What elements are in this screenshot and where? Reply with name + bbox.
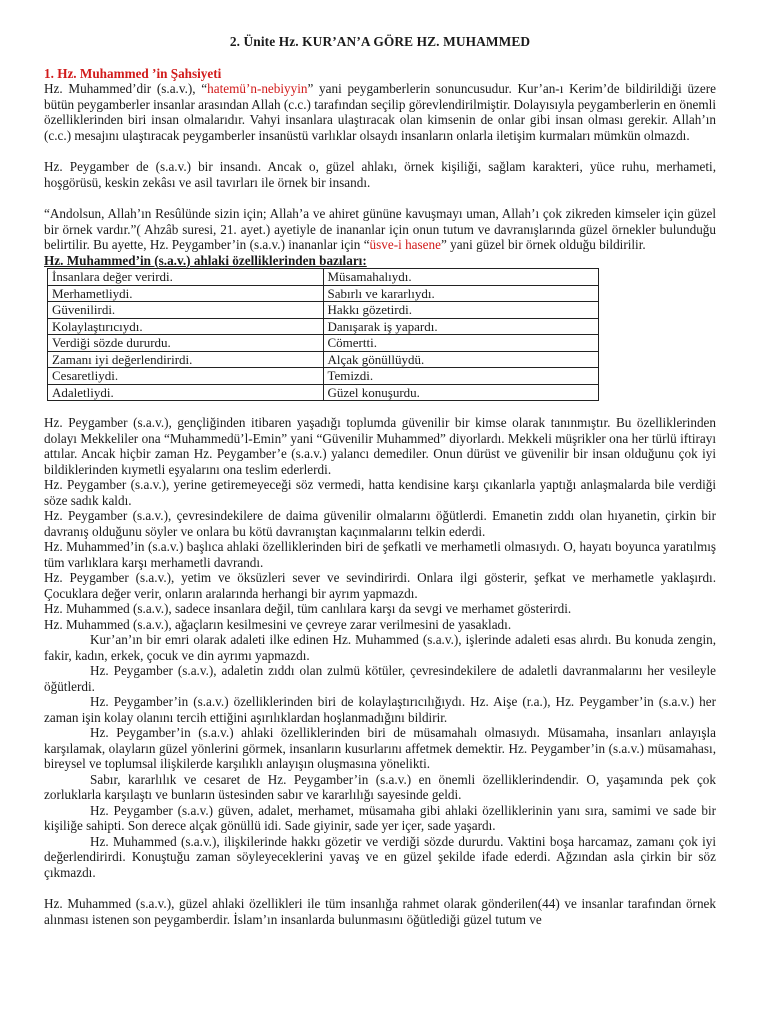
body-paragraph: Hz. Peygamber (s.a.v.), yerine getiremeyeceği söz vermedi, hatta kendisine karşı çıkanlarla yaptığı anlaşmalarda bile verdiği söze sadık kaldı. [44, 477, 716, 508]
table-cell: Merhametliydi. [48, 285, 324, 302]
table-cell: Verdiği sözde dururdu. [48, 335, 324, 352]
table-cell: Müsamahalıydı. [323, 269, 599, 286]
body-paragraph: Sabır, kararlılık ve cesaret de Hz. Peygamber’in (s.a.v.) en önemli özelliklerindendir. O, yaşamında pek çok zorluklarla karşılaştı ve bunların üstesinden sabır ve kararlılığı sayesinde geldi. [44, 771, 716, 802]
body-paragraph: Hz. Peygamber (s.a.v.) güven, adalet, merhamet, müsamaha gibi ahlaki özelliklerinin yanı sıra, samimi ve sade bir kişiliğe sahipti. Son derece alçak gönüllü idi. Sade giyinir, sade yer içer, sade yaşardı. [44, 802, 716, 833]
body-paragraph: Hz. Peygamber (s.a.v.), adaletin zıddı olan zulmü kötüler, çevresindekilere de adaletli davranmalarını her vesileyle öğütlerdi. [44, 663, 716, 694]
table-row [48, 368, 599, 385]
table-cell: Sabırlı ve kararlıydı. [323, 285, 599, 302]
body-paragraphs [44, 415, 716, 880]
table-row [48, 285, 599, 302]
intro-text-before: Hz. Muhammed’dir (s.a.v.), “ [44, 81, 208, 96]
table-cell: Cömertti. [323, 335, 599, 352]
body-paragraph: Hz. Muhammed’in (s.a.v.) başlıca ahlaki özelliklerinden biri de şefkatli ve merhametli olmasıydı. O, hayatı boyunca yaratılmış tüm varlıklara karşı merhametli davrandı. [44, 539, 716, 570]
intro-paragraph [44, 81, 716, 143]
table-cell: Güzel konuşurdu. [323, 384, 599, 401]
table-row [48, 335, 599, 352]
table-cell: Danışarak iş yapardı. [323, 318, 599, 335]
closing-paragraph: Hz. Muhammed (s.a.v.), güzel ahlaki özellikleri ile tüm insanlığa rahmet olarak gönderilen(44) ve insanlar tarafından örnek alınması istenen son peygamberdir. İslam’ın insanlarda bulunmasını öğütlediği güzel tutum ve [44, 896, 716, 927]
body-paragraph: Hz. Peygamber (s.a.v.), gençliğinden itibaren yaşadığı toplumda güvenilir bir kimse olarak tanınmıştır. Bu özelliklerinden dolayı Mekkeliler ona “Muhammedü’l-Emin” yani “Güvenilir Muhammed” diyorlardı. Mekkeli müşrikler ona her türlü iftirayı attılar. Ancak hiçbir zaman Hz. Peygamber’e (s.a.v.) yalancı demediler. Onun dürüst ve güvenilir bir insan olduğunu çok iyi bildiklerinden kıymetli eşyalarını ona teslim ederlerdi. [44, 415, 716, 477]
body-paragraph: Hz. Muhammed (s.a.v.), ilişkilerinde hakkı gözetir ve verdiği sözde dururdu. Vaktini boşa harcamaz, zamanı çok iyi değerlendirirdi. Konuştuğu zaman söyleyeceklerini yavaş ve en güzel şekilde ifade ederdi. Ağzından asla çirkin bir söz çıkmazdı. [44, 833, 716, 880]
traits-table [47, 268, 599, 401]
table-cell: Alçak gönüllüydü. [323, 351, 599, 368]
table-cell: Zamanı iyi değerlendirirdi. [48, 351, 324, 368]
document-page [44, 34, 716, 927]
body-paragraph: Hz. Muhammed (s.a.v.), ağaçların kesilmesini ve çevreye zarar verilmesini de yasakladı. [44, 616, 512, 632]
body-paragraph: Hz. Peygamber’in (s.a.v.) özelliklerinden biri de kolaylaştırıcılığıydı. Hz. Aişe (r.a.), Hz. Peygamber’in (s.a.v.) her zaman işin kolay olanını tercih ettiğini aşırılıklardan hoşlanmadığını bildirir. [44, 694, 716, 725]
quote-text-after: ” yani güzel bir örnek olduğu bildirilir. [440, 237, 646, 252]
body-paragraph: Kur’an’ın bir emri olarak adaleti ilke edinen Hz. Muhammed (s.a.v.), işlerinde adaleti esas alırdı. Bu konuda zengin, fakir, kadın, erkek, çocuk ve din ayrımı yapmazdı. [44, 632, 716, 663]
table-row [48, 351, 599, 368]
table-cell: Hakkı gözetirdi. [323, 302, 599, 319]
unit-title: 2. Ünite Hz. KUR’AN’A GÖRE HZ. MUHAMMED [229, 34, 531, 49]
table-cell: Temizdi. [323, 368, 599, 385]
body-paragraph: Hz. Peygamber’in (s.a.v.) ahlaki özelliklerinden biri de müsamahalı olmasıydı. Müsamaha, insanları anlayışla karşılamak, olayların güzel yönlerini görmek, insanların kusurlarını affetmek demektir. Hz. Peygamber’in (s.a.v.) müsamahası, bireysel ve toplumsal ilişkilerde karşılıklı anlayışın oluşmasına yönelikti. [44, 725, 716, 771]
hatemun-nebiyyin-term: hatemü’n-nebiyyin [207, 81, 308, 96]
table-cell: Kolaylaştırıcıydı. [48, 318, 324, 335]
table-cell: Güvenilirdi. [48, 302, 324, 319]
table-row [48, 269, 599, 286]
quote-text-before: “Andolsun, Allah’ın Resûlünde sizin için; Allah’a ve ahiret gününe kavuşmayı uman, Allah’ı çok zikreden kimseler için güzel bir örnek vardır.”( Ahzâb suresi, 21. ayet.) ayetiyle de inananlar için onun tutum ve davranışlarında güzel örnekler bulunduğu belirtilir. Bu ayette, Hz. Peygamber’in (s.a.v.) inananlar için “ [44, 206, 716, 252]
quote-paragraph [44, 206, 716, 253]
usve-i-hasene-term: üsve-i hasene [369, 237, 441, 252]
body-paragraph: Hz. Peygamber (s.a.v.), yetim ve öksüzleri sever ve sevindirirdi. Onlara ilgi gösterir, şefkat ve merhametle yaklaşırdı. Çocuklara değer verir, onların aralarında herhangi bir ayrım yapmazdı. [44, 570, 716, 601]
traits-table-title: Hz. Muhammed’in (s.a.v.) ahlaki özelliklerinden bazıları: [44, 252, 367, 268]
table-cell: Adaletliydi. [48, 384, 324, 401]
table-cell: Cesaretliydi. [48, 368, 324, 385]
table-cell: İnsanlara değer verirdi. [48, 269, 324, 286]
body-paragraph: Hz. Peygamber (s.a.v.), çevresindekilere de daima güvenilir olmalarını öğütlerdi. Emanetin zıddı olan hıyanetin, çirkin bir davranış olduğunu söyler ve onlara bu kötü davranıştan kaçınmalarını telkin ederdi. [44, 508, 716, 539]
intro-text-after: ” yani peygamberlerin sonuncusudur. Kur’an-ı Kerim’de bildirildiği üzere bütün peygamberler insanlar arasından Allah (c.c.) tarafından seçilip görevlendirilmiştir. Dolayısıyla peygamberlerin en önemli özelliklerinden biri insan olmalarıdır. Vahyi insanlara ulaştıracak olan kimsenin de onlar gibi insan olması gerekir. Allah’ın (c.c.) mesajını ulaştıracak peygamberler insanüstü varlıklar olsaydı insanların onlarla iletişim kurmaları mümkün olmazdı. [44, 81, 716, 143]
section-heading: 1. Hz. Muhammed ’in Şahsiyeti [44, 65, 222, 81]
body-paragraph: Hz. Muhammed (s.a.v.), sadece insanlara değil, tüm canlılara karşı da sevgi ve merhamet gösterirdi. [44, 601, 572, 616]
human-paragraph: Hz. Peygamber de (s.a.v.) bir insandı. Ancak o, güzel ahlakı, örnek kişiliği, sağlam karakteri, yüce ruhu, merhameti, hoşgörüsü, keskin zekâsı ve asil tavırları ile örnek bir insandı. [44, 159, 716, 190]
table-row [48, 384, 599, 401]
table-row [48, 318, 599, 335]
table-row [48, 302, 599, 319]
